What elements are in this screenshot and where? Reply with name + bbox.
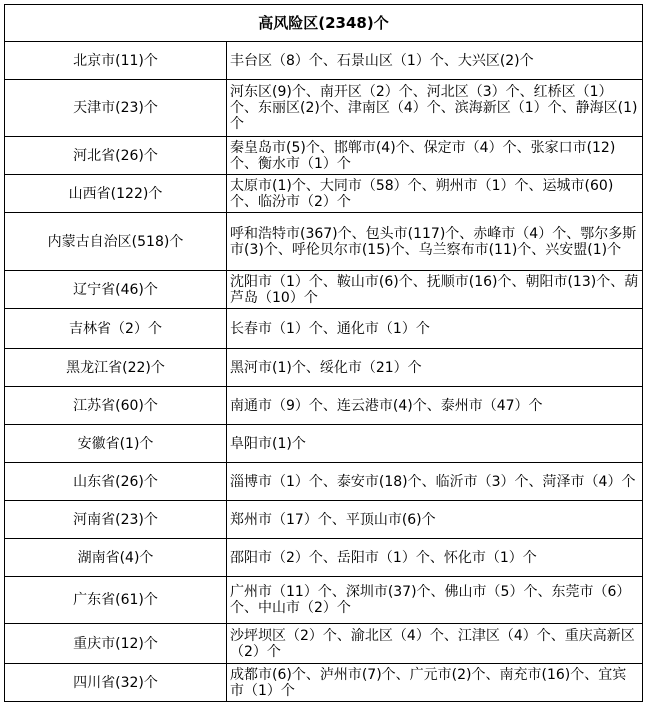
table-row xyxy=(5,577,643,624)
areas-cell: 呼和浩特市(367)个、包头市(117)个、赤峰市（4）个、鄂尔多斯市(3)个、呼伦贝尔市(15)个、乌兰察布市(11)个、兴安盟(1)个 xyxy=(227,213,643,271)
areas-cell: 淄博市（1）个、泰安市(18)个、临沂市（3）个、菏泽市（4）个 xyxy=(227,463,643,501)
areas-cell: 阜阳市(1)个 xyxy=(227,425,643,463)
table-row xyxy=(5,137,643,175)
province-cell: 吉林省（2）个 xyxy=(5,309,227,349)
table-row xyxy=(5,463,643,501)
province-cell: 河南省(23)个 xyxy=(5,501,227,539)
province-cell: 内蒙古自治区(518)个 xyxy=(5,213,227,271)
table-row xyxy=(5,213,643,271)
province-cell: 河北省(26)个 xyxy=(5,137,227,175)
areas-cell: 黑河市(1)个、绥化市（21）个 xyxy=(227,349,643,387)
areas-cell: 沈阳市（1）个、鞍山市(6)个、抚顺市(16)个、朝阳市(13)个、葫芦岛（10）个 xyxy=(227,271,643,309)
areas-cell: 成都市(6)个、泸州市(7)个、广元市(2)个、南充市(16)个、宜宾市（1）个 xyxy=(227,664,643,702)
high-risk-area-table xyxy=(4,4,643,702)
province-cell: 四川省(32)个 xyxy=(5,664,227,702)
province-cell: 湖南省(4)个 xyxy=(5,539,227,577)
province-cell: 安徽省(1)个 xyxy=(5,425,227,463)
province-cell: 天津市(23)个 xyxy=(5,80,227,137)
table-row xyxy=(5,624,643,664)
table-row xyxy=(5,349,643,387)
table-row xyxy=(5,425,643,463)
table-row xyxy=(5,539,643,577)
province-cell: 广东省(61)个 xyxy=(5,577,227,624)
table-row xyxy=(5,309,643,349)
areas-cell: 沙坪坝区（2）个、渝北区（4）个、江津区（4）个、重庆高新区（2）个 xyxy=(227,624,643,664)
table-row xyxy=(5,80,643,137)
table-header-row xyxy=(5,5,643,42)
areas-cell: 南通市（9）个、连云港市(4)个、泰州市（47）个 xyxy=(227,387,643,425)
province-cell: 江苏省(60)个 xyxy=(5,387,227,425)
areas-cell: 丰台区（8）个、石景山区（1）个、大兴区(2)个 xyxy=(227,42,643,80)
areas-cell: 太原市(1)个、大同市（58）个、朔州市（1）个、运城市(60)个、临汾市（2）个 xyxy=(227,175,643,213)
table-row xyxy=(5,387,643,425)
province-cell: 北京市(11)个 xyxy=(5,42,227,80)
areas-cell: 河东区(9)个、南开区（2）个、河北区（3）个、红桥区（1）个、东丽区(2)个、津南区（4）个、滨海新区（1）个、静海区(1)个 xyxy=(227,80,643,137)
table-row xyxy=(5,175,643,213)
table-row xyxy=(5,501,643,539)
province-cell: 重庆市(12)个 xyxy=(5,624,227,664)
areas-cell: 秦皇岛市(5)个、邯郸市(4)个、保定市（4）个、张家口市(12)个、衡水市（1）个 xyxy=(227,137,643,175)
areas-cell: 邵阳市（2）个、岳阳市（1）个、怀化市（1）个 xyxy=(227,539,643,577)
table-row xyxy=(5,664,643,702)
table-row xyxy=(5,271,643,309)
table-row xyxy=(5,42,643,80)
areas-cell: 长春市（1）个、通化市（1）个 xyxy=(227,309,643,349)
province-cell: 辽宁省(46)个 xyxy=(5,271,227,309)
province-cell: 山东省(26)个 xyxy=(5,463,227,501)
areas-cell: 郑州市（17）个、平顶山市(6)个 xyxy=(227,501,643,539)
table-title: 高风险区(2348)个 xyxy=(5,5,643,42)
province-cell: 黑龙江省(22)个 xyxy=(5,349,227,387)
province-cell: 山西省(122)个 xyxy=(5,175,227,213)
areas-cell: 广州市（11）个、深圳市(37)个、佛山市（5）个、东莞市（6）个、中山市（2）个 xyxy=(227,577,643,624)
